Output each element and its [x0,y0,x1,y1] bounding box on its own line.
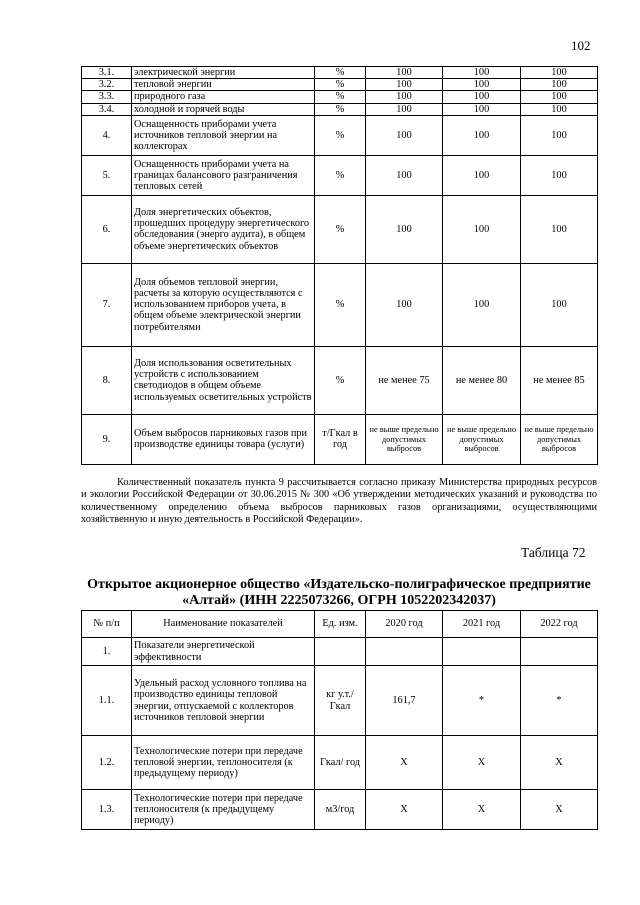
row-number: 7. [82,263,132,346]
value-2021: 100 [443,103,521,115]
value-2022: 100 [521,67,598,79]
unit-cell: % [315,79,366,91]
value-2022: 100 [521,91,598,103]
value-2020: 100 [366,195,443,263]
indicator-name: Технологические потери при передаче тепловой энергии, теплоносителя (к предыдущему периоду) [132,736,315,790]
value-2022: 100 [521,103,598,115]
value-2020: 100 [366,155,443,195]
indicator-name: тепловой энергии [132,79,315,91]
row-number: 5. [82,155,132,195]
unit-cell: % [315,346,366,414]
indicator-name: природного газа [132,91,315,103]
row-number: 3.4. [82,103,132,115]
table-row [82,103,598,115]
value-2022: Х [521,736,598,790]
value-2022: 100 [521,115,598,155]
value-2020: не менее 75 [366,346,443,414]
table-row [82,79,598,91]
row-number: 1.2. [82,736,132,790]
value-2021: 100 [443,79,521,91]
value-2020: Х [366,736,443,790]
value-2020: Х [366,790,443,830]
value-2020: 100 [366,79,443,91]
indicator-name: Оснащенность приборами учета на границах балансового разграничения тепловых сетей [132,155,315,195]
table-row [82,736,598,790]
table-row [82,195,598,263]
header-2020: 2020 год [366,611,443,638]
value-2021: 100 [443,115,521,155]
value-2022: не менее 85 [521,346,598,414]
indicator-name: электрической энергии [132,67,315,79]
row-number: 3.1. [82,67,132,79]
unit-cell: % [315,67,366,79]
indicator-name: Технологические потери при передаче теплоносителя (к предыдущему периоду) [132,790,315,830]
value-2022: 100 [521,195,598,263]
footnote: Количественный показатель пункта 9 рассчитывается согласно приказу Министерства природных ресурсов и экологии Российской Федерации от 30.06.2015 № 300 «Об утверждении методических указаний и руководства по количественному определению объема выбросов парниковых газов организациями, осуществляющими хозяйственную и иную деятельность в Российской Федерации». [81,477,597,526]
table-row [82,263,598,346]
table-header-row [82,611,598,638]
value-2022: Х [521,790,598,830]
row-number: 8. [82,346,132,414]
table-row [82,414,598,464]
header-num: № п/п [82,611,132,638]
value-2021 [443,638,521,666]
table-row [82,115,598,155]
table-row [82,155,598,195]
indicator-name: Оснащенность приборами учета источников тепловой энергии на коллекторах [132,115,315,155]
value-2020: 100 [366,91,443,103]
value-2020 [366,638,443,666]
value-2022 [521,638,598,666]
indicators-table-72 [81,610,598,830]
value-2020: 100 [366,115,443,155]
indicator-name: Удельный расход условного топлива на производство единицы тепловой энергии, отпускаемой с коллекторов источников тепловой энергии [132,666,315,736]
table-label: Таблица 72 [521,545,586,560]
unit-cell: % [315,195,366,263]
indicator-name: Показатели энергетической эффективности [132,638,315,666]
value-2022: 100 [521,263,598,346]
unit-cell: % [315,263,366,346]
indicator-name: Доля объемов тепловой энергии, расчеты за которую осуществляются с использованием приборов учета, в общем объеме электрической энергии потребителями [132,263,315,346]
indicator-name: Доля использования осветительных устройств с использованием светодиодов в общем объеме используемых осветительных устройств [132,346,315,414]
row-number: 1.1. [82,666,132,736]
value-2020: 161,7 [366,666,443,736]
unit-cell: % [315,103,366,115]
value-2021: 100 [443,67,521,79]
table-row [82,346,598,414]
value-2022: 100 [521,155,598,195]
table-row [82,638,598,666]
header-2021: 2021 год [443,611,521,638]
unit-cell: Гкал/ год [315,736,366,790]
value-2021: 100 [443,91,521,103]
row-number: 3.3. [82,91,132,103]
header-2022: 2022 год [521,611,598,638]
value-2021: Х [443,790,521,830]
value-2021: * [443,666,521,736]
value-2022: * [521,666,598,736]
table-row [82,67,598,79]
value-2020: 100 [366,103,443,115]
indicators-table-continued [81,66,598,465]
value-2020: не выше предельно допустимых выбросов [366,414,443,464]
indicator-name: холодной и горячей воды [132,103,315,115]
indicator-name: Доля энергетических объектов, прошедших процедуру энергетического обследования (энерго аудита), в общем объеме энергетических объектов [132,195,315,263]
unit-cell: % [315,115,366,155]
value-2020: 100 [366,263,443,346]
table-row [82,790,598,830]
row-number: 9. [82,414,132,464]
value-2020: 100 [366,67,443,79]
row-number: 4. [82,115,132,155]
section-heading: Открытое акционерное общество «Издательско-полиграфическое предприятие «Алтай» (ИНН 2225073266, ОГРН 1052202342037) [87,577,591,608]
row-number: 1.3. [82,790,132,830]
page-number: 102 [571,38,591,53]
value-2022: 100 [521,79,598,91]
value-2021: 100 [443,155,521,195]
header-name: Наименование показателей [132,611,315,638]
unit-cell: м3/год [315,790,366,830]
unit-cell [315,638,366,666]
unit-cell: кг у.т./ Гкал [315,666,366,736]
header-unit: Ед. изм. [315,611,366,638]
unit-cell: т/Гкал в год [315,414,366,464]
value-2021: 100 [443,263,521,346]
table-row [82,666,598,736]
unit-cell: % [315,91,366,103]
unit-cell: % [315,155,366,195]
value-2021: 100 [443,195,521,263]
row-number: 1. [82,638,132,666]
row-number: 3.2. [82,79,132,91]
value-2021: Х [443,736,521,790]
indicator-name: Объем выбросов парниковых газов при производстве единицы товара (услуги) [132,414,315,464]
value-2021: не менее 80 [443,346,521,414]
value-2022: не выше предельно допустимых выбросов [521,414,598,464]
row-number: 6. [82,195,132,263]
value-2021: не выше предельно допустимых выбросов [443,414,521,464]
table-row [82,91,598,103]
